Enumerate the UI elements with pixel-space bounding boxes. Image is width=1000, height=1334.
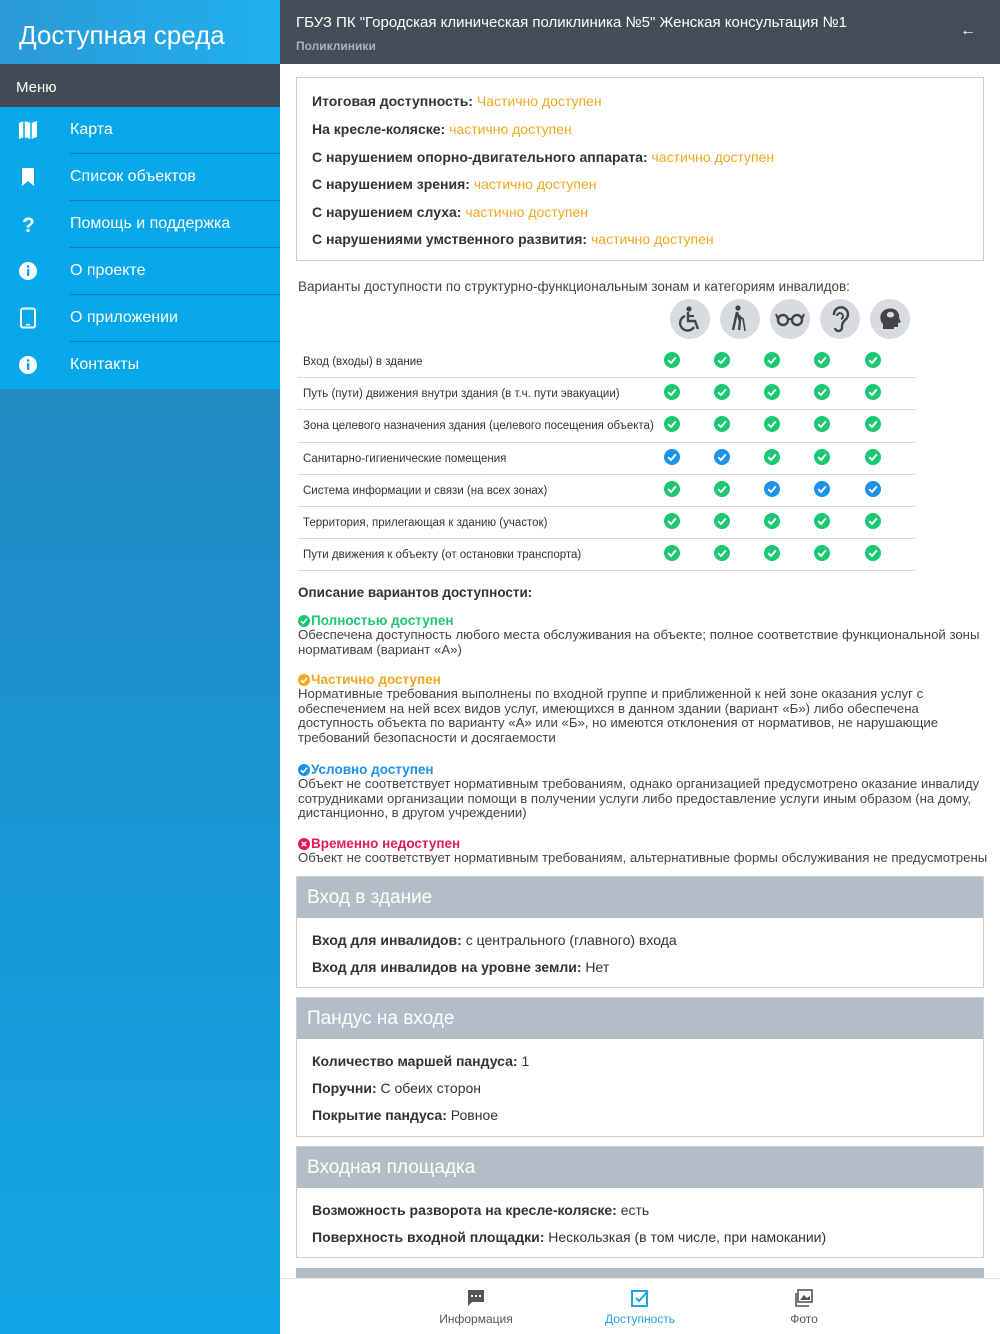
ear-icon: [820, 299, 860, 339]
summary-row: С нарушением слуха: частично доступен: [312, 204, 588, 220]
summary-row: С нарушением зрения: частично доступен: [312, 176, 597, 192]
descriptions-title: Описание вариантов доступности:: [298, 585, 533, 600]
zone-label: Путь (пути) движения внутри здания (в т.ч. пути эвакуации): [303, 388, 620, 401]
zone-row: [298, 346, 916, 378]
x-circle-icon: [298, 838, 310, 850]
sidebar-item-label: О проекте: [70, 262, 146, 279]
top-app-bar: [280, 0, 1000, 64]
main-content: [280, 64, 1000, 1278]
desc-conditional-access: [298, 762, 988, 821]
page-subtitle: Поликлиники: [296, 39, 376, 53]
sidebar-item-objects[interactable]: [0, 154, 280, 201]
check-circle-icon: [664, 481, 680, 497]
menu-label: Меню: [0, 64, 280, 107]
zone-row: [298, 539, 916, 571]
check-circle-icon: [814, 545, 830, 561]
check-circle-icon: [714, 449, 730, 465]
zone-row: [298, 443, 916, 475]
back-arrow-icon[interactable]: ←: [960, 22, 976, 39]
card-title: Вход в здание: [297, 877, 983, 918]
card-title: Входная площадка: [297, 1147, 983, 1188]
check-circle-icon: [814, 416, 830, 432]
summary-row: С нарушением опорно-двигательного аппарата: частично доступен: [312, 149, 775, 165]
help-icon: [17, 213, 39, 235]
app-title: Доступная среда: [0, 0, 280, 64]
card-next-partial: [296, 1268, 984, 1278]
check-circle-icon: [764, 545, 780, 561]
desc-heading: Временно недоступен: [298, 836, 988, 851]
check-circle-icon: [865, 513, 881, 529]
desc-heading: Условно доступен: [298, 762, 988, 777]
check-circle-icon: [764, 481, 780, 497]
check-circle-icon: [664, 545, 680, 561]
sidebar-item-label: Помощь и поддержка: [70, 215, 231, 232]
check-circle-icon: [714, 545, 730, 561]
card-row: Вход для инвалидов: с центрального (главного) входа: [312, 932, 677, 948]
bookmark-icon: [17, 166, 39, 188]
zone-table: [298, 346, 916, 571]
check-circle-icon: [664, 416, 680, 432]
sidebar-menu: [0, 107, 280, 389]
check-circle-icon: [664, 513, 680, 529]
desc-text: Объект не соответствует нормативным требованиям, однако организацией предусмотрено оказание инвалиду сотрудниками организации помощи в получении услуги либо предоставление услуги иным образом (на дому, дистанционно, в другом учреждении): [298, 776, 980, 821]
summary-row: С нарушениями умственного развития: частично доступен: [312, 231, 714, 247]
desc-full-access: [298, 613, 988, 657]
sidebar-item-map[interactable]: [0, 107, 280, 154]
zone-row: [298, 378, 916, 410]
info-icon: [17, 260, 39, 282]
map-icon: [17, 119, 39, 141]
desc-partial-access: [298, 672, 988, 745]
check-circle-icon: [298, 615, 310, 627]
nav-label: Фото: [790, 1312, 818, 1326]
zone-label: Территория, прилегающая к зданию (участок): [303, 516, 548, 529]
card-title: Пандус на входе: [297, 998, 983, 1039]
card-row: Количество маршей пандуса: 1: [312, 1053, 530, 1069]
check-circle-icon: [714, 384, 730, 400]
card-row: Поручни: С обеих сторон: [312, 1080, 482, 1096]
check-circle-icon: [814, 481, 830, 497]
nav-label: Информация: [439, 1312, 513, 1326]
svg-text:?: ?: [22, 214, 35, 235]
zone-label: Система информации и связи (на всех зонах): [303, 484, 548, 497]
checkbox-icon: [631, 1289, 649, 1307]
check-circle-icon: [298, 674, 310, 686]
desc-text: Нормативные требования выполнены по входной группе и приближенной к ней зоне оказания услуг с обеспечением на ней всех видов услуг, имеющихся в данном здании (вариант «Б») либо обеспечена доступность объекта по варианту «А» или «Б», но имеются отклонения от нормативов, не нарушающие требований безопасности и досягаемости: [298, 686, 939, 745]
zone-row: [298, 410, 916, 442]
check-circle-icon: [764, 416, 780, 432]
head-icon: [870, 299, 910, 339]
desc-text: Обеспечена доступность любого места обслуживания на объекте; полное соответствие функциональной зоны нормативам (вариант «А»): [298, 627, 980, 657]
summary-box: [296, 77, 984, 261]
zone-row: [298, 475, 916, 507]
summary-row: На кресле-коляске: частично доступен: [312, 121, 572, 137]
card-ramp: [296, 997, 984, 1137]
summary-row: Итоговая доступность: Частично доступен: [312, 93, 602, 109]
desc-heading: Полностью доступен: [298, 613, 988, 628]
zone-label: Санитарно-гигиенические помещения: [303, 452, 507, 465]
glasses-icon: [770, 299, 810, 339]
zone-row: [298, 507, 916, 539]
check-circle-icon: [865, 384, 881, 400]
check-circle-icon: [814, 384, 830, 400]
bottom-navigation: [280, 1278, 1000, 1334]
check-circle-icon: [664, 352, 680, 368]
card-row: Возможность разворота на кресле-коляске: есть: [312, 1202, 650, 1218]
check-circle-icon: [714, 513, 730, 529]
category-icons: [280, 299, 1000, 339]
sidebar-item-label: О приложении: [70, 309, 178, 326]
check-circle-icon: [865, 352, 881, 368]
sidebar-item-contacts[interactable]: [0, 342, 280, 389]
zone-label: Зона целевого назначения здания (целевого посещения объекта): [303, 420, 654, 433]
nav-accessibility[interactable]: [570, 1279, 710, 1334]
zone-label: Вход (входы) в здание: [303, 356, 423, 368]
check-circle-icon: [764, 449, 780, 465]
check-circle-icon: [714, 481, 730, 497]
info-icon: [17, 354, 39, 376]
card-row: Поверхность входной площадки: Нескользкая (в том числе, при намокании): [312, 1229, 827, 1245]
photo-icon: [795, 1289, 813, 1307]
elderly-cane-icon: [720, 299, 760, 339]
check-circle-icon: [865, 449, 881, 465]
sidebar-item-about-app[interactable]: [0, 295, 280, 342]
zone-label: Пути движения к объекту (от остановки транспорта): [303, 549, 582, 562]
sidebar-item-label: Карта: [70, 121, 113, 138]
sidebar-item-about-project[interactable]: [0, 248, 280, 295]
wheelchair-icon: [670, 299, 710, 339]
check-circle-icon: [814, 513, 830, 529]
tablet-icon: [17, 307, 39, 329]
card-entrance: [296, 876, 984, 988]
check-circle-icon: [865, 481, 881, 497]
sidebar-item-label: Список объектов: [70, 168, 196, 185]
card-entrance-area: [296, 1146, 984, 1258]
sidebar: [0, 0, 280, 1334]
check-circle-icon: [764, 352, 780, 368]
card-row: Вход для инвалидов на уровне земли: Нет: [312, 959, 610, 975]
check-circle-icon: [714, 416, 730, 432]
page-title: ГБУЗ ПК "Городская клиническая поликлиника №5" Женская консультация №1: [296, 14, 847, 31]
variants-title: Варианты доступности по структурно-функциональным зонам и категориям инвалидов:: [298, 279, 850, 294]
desc-text: Объект не соответствует нормативным требованиям, альтернативные формы обслуживания не предусмотрены: [298, 850, 988, 865]
nav-info[interactable]: [406, 1279, 546, 1334]
check-circle-icon: [764, 384, 780, 400]
sidebar-item-help[interactable]: [0, 201, 280, 248]
card-row: Покрытие пандуса: Ровное: [312, 1107, 499, 1123]
nav-photo[interactable]: [734, 1279, 874, 1334]
check-circle-icon: [865, 416, 881, 432]
check-circle-icon: [865, 545, 881, 561]
desc-heading: Частично доступен: [298, 672, 988, 687]
check-circle-icon: [814, 449, 830, 465]
sidebar-item-label: Контакты: [70, 356, 140, 373]
desc-unavailable: [298, 836, 988, 866]
check-circle-icon: [664, 384, 680, 400]
check-circle-icon: [298, 764, 310, 776]
check-circle-icon: [764, 513, 780, 529]
check-circle-icon: [664, 449, 680, 465]
chat-icon: [467, 1289, 485, 1307]
check-circle-icon: [714, 352, 730, 368]
nav-label: Доступность: [604, 1312, 676, 1326]
check-circle-icon: [814, 352, 830, 368]
